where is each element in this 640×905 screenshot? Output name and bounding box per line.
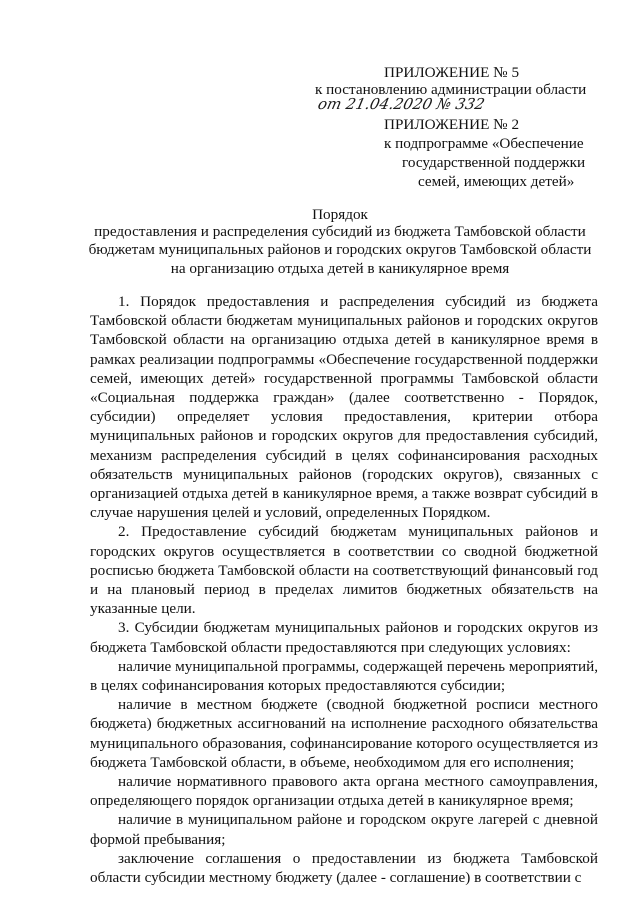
paragraph-3: 3. Субсидии бюджетам муниципальных районов и городских округов из бюджета Тамбовской области предоставляются при следующих условиях: [90,619,598,656]
subprogram-reference-line-1: к подпрограмме «Обеспечение [384,135,584,152]
subprogram-reference-line-3: семей, имеющих детей» [418,173,575,190]
resolution-reference: к постановлению администрации области [315,81,587,98]
condition-item: наличие в местном бюджете (сводной бюджетной росписи местного бюджета) бюджетных ассигнований на исполнение расходного обязательства муниципального образования, софинансирование которого осуществляется из бюджета Тамбовской области, в объеме, необходимом для его исполнения; [90,696,598,771]
appendix-2-label: ПРИЛОЖЕНИЕ № 2 [384,116,520,133]
condition-item: наличие в муниципальном районе и городском округе лагерей с дневной формой пребывания; [90,811,598,848]
handwritten-date-number: от 21.04.2020 № 332 [316,95,487,113]
document-subtitle-line-2: бюджетам муниципальных районов и городских округов Тамбовской области [88,241,592,258]
subprogram-reference-line-2: государственной поддержки [402,154,586,171]
document-title: Порядок [312,206,368,223]
document-subtitle-line-1: предоставления и распределения субсидий из бюджета Тамбовской области [94,223,586,240]
condition-item: наличие муниципальной программы, содержащей перечень мероприятий, в целях софинансирования которых предоставляются субсидии; [90,657,598,695]
document-subtitle-line-3: на организацию отдыха детей в каникулярное время [170,260,510,277]
paragraph-2: 2. Предоставление субсидий бюджетам муниципальных районов и городских округов осуществляется в соответствии со сводной бюджетной росписью бюджета Тамбовской области на соответствующий финансовый год и на плановый период в пределах лимитов бюджетных обязательств на указанные цели. [90,523,598,618]
appendix-5-label: ПРИЛОЖЕНИЕ № 5 [384,64,520,81]
document-body [90,292,598,887]
condition-item: наличие нормативного правового акта органа местного самоуправления, определяющего порядок организации отдыха детей в каникулярное время; [90,773,598,810]
condition-item: заключение соглашения о предоставлении из бюджета Тамбовской области субсидии местному бюджету (далее - соглашение) в соответствии с [90,849,598,887]
paragraph-1: 1. Порядок предоставления и распределения субсидий из бюджета Тамбовской области бюджетам муниципальных районов и городских округов Тамбовской области на организацию отдыха детей в каникулярное время в рамках реализации подпрограммы «Обеспечение государственной поддержки семей, имеющих детей» государственной программы Тамбовской области «Социальная поддержка граждан» (далее соответственно - Порядок, субсидии) определяет условия предоставления, критерии отбора муниципальных районов и городских округов для предоставления субсидий, механизм распределения субсидий в целях софинансирования расходных обязательств муниципальных районов (городских округов), связанных с организацией отдыха детей в каникулярное время, а также возврат субсидий в случае нарушения целей и условий, определенных Порядком. [90,293,598,522]
